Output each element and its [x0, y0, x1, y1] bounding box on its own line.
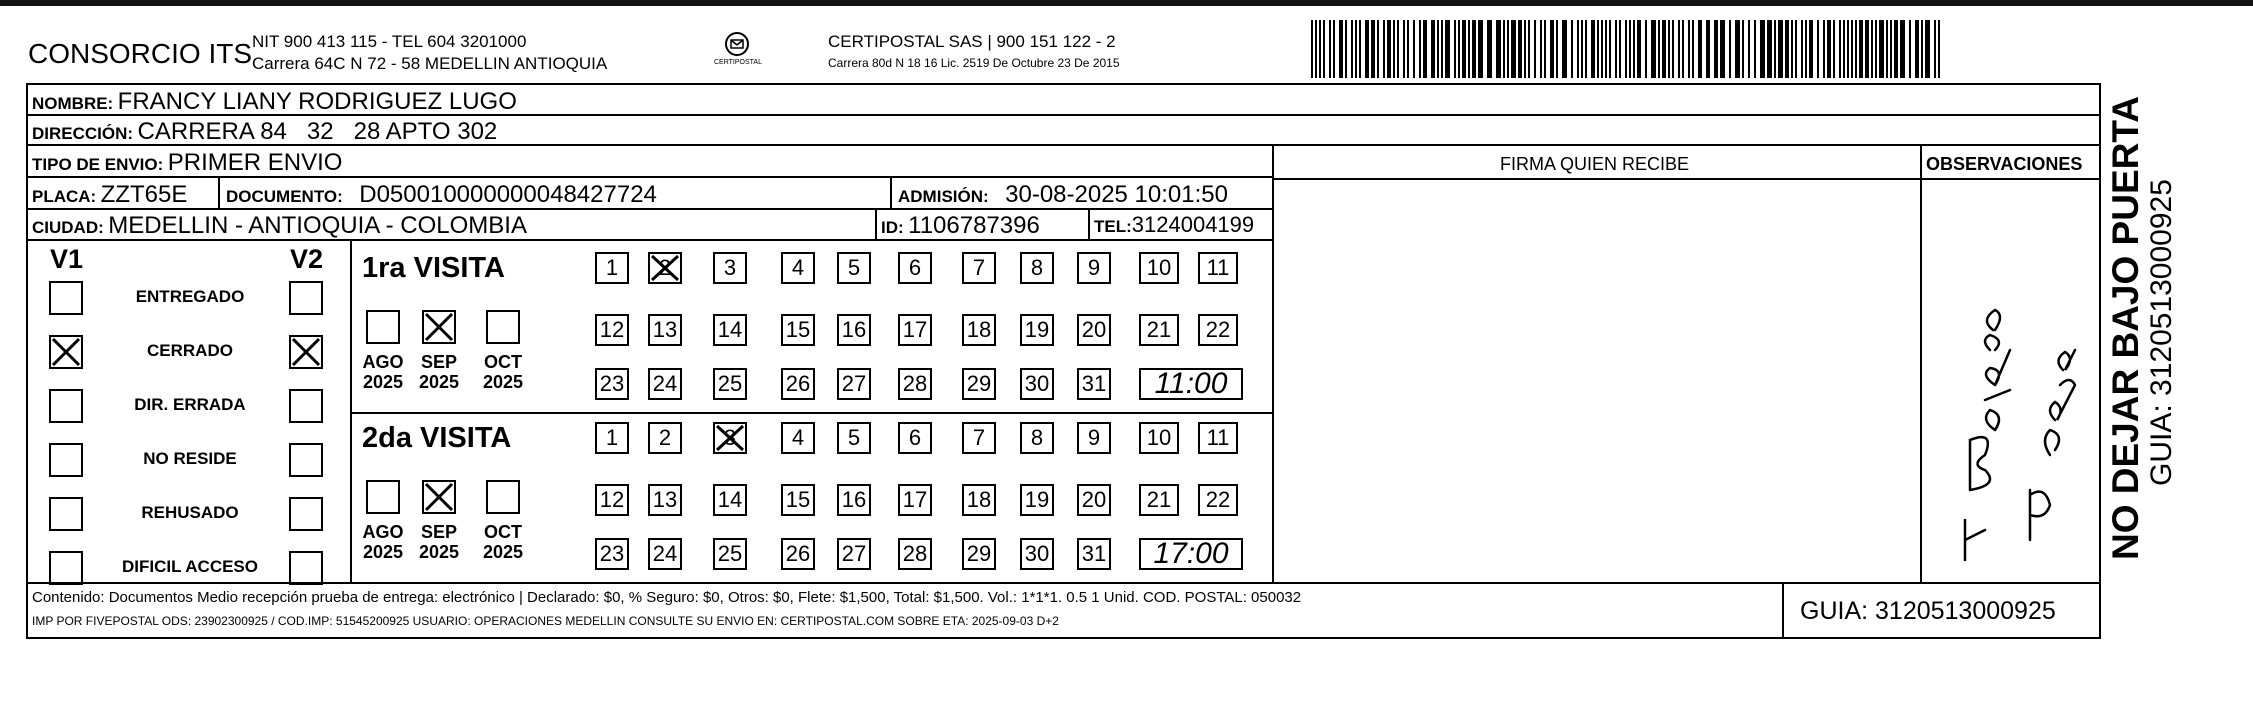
day-box[interactable]: 12 — [595, 314, 629, 346]
day-box[interactable]: 23 — [595, 368, 629, 400]
v1-checkbox[interactable] — [49, 281, 83, 315]
day-box[interactable]: 29 — [962, 538, 996, 570]
barcode-bar — [1441, 20, 1443, 78]
barcode-bar — [1801, 20, 1803, 78]
barcode-bar — [1890, 20, 1892, 78]
barcode-bar — [1625, 20, 1627, 78]
month-label — [480, 352, 526, 392]
month-label — [480, 522, 526, 562]
barcode-bar — [1682, 20, 1684, 78]
barcode-bar — [1377, 20, 1379, 78]
barcode-bar — [1706, 20, 1710, 78]
day-box[interactable]: 25 — [713, 368, 747, 400]
logo-text: CERTIPOSTAL — [714, 59, 762, 66]
v2-checkbox[interactable] — [289, 443, 323, 477]
month-year: 2025 — [482, 372, 524, 392]
day-box[interactable]: 28 — [898, 538, 932, 570]
barcode-bar — [1875, 20, 1877, 78]
barcode-bar — [1658, 20, 1660, 78]
barcode-bar — [1909, 20, 1911, 78]
barcode-bar — [1528, 20, 1530, 78]
company-name: CONSORCIO ITS — [28, 38, 253, 69]
v1-checkbox[interactable] — [49, 551, 83, 585]
barcode-bar — [1597, 20, 1599, 78]
day-box[interactable]: 2 — [648, 252, 682, 284]
barcode-bar — [1778, 20, 1783, 78]
month-label — [360, 352, 406, 392]
barcode-bar — [1767, 20, 1772, 78]
barcode-bar — [1534, 20, 1536, 78]
barcode-bar — [1833, 20, 1835, 78]
carrier-address: Carrera 80d N 18 16 Lic. 2519 De Octubre 23 De 2015 — [828, 56, 1120, 70]
day-box[interactable]: 4 — [781, 252, 815, 284]
placa-cell — [32, 181, 187, 209]
barcode-bar — [1823, 20, 1825, 78]
barcode-bar — [1323, 20, 1325, 78]
barcode-bar — [1615, 20, 1617, 78]
month-year: 2025 — [482, 542, 524, 562]
barcode-bar — [1351, 20, 1353, 78]
barcode-bar — [1662, 20, 1666, 78]
barcode-bar — [1462, 20, 1466, 78]
v2-checkbox[interactable] — [289, 497, 323, 531]
barcode-bar — [1645, 20, 1647, 78]
status-label: DIFICIL ACCESO — [121, 557, 258, 576]
barcode-bar — [1859, 20, 1863, 78]
barcode-bar — [1601, 20, 1603, 78]
day-box[interactable]: 20 — [1077, 314, 1111, 346]
status-label: NO RESIDE — [143, 449, 237, 468]
barcode-bar — [1698, 20, 1702, 78]
day-box[interactable]: 13 — [648, 314, 682, 346]
barcode-bar — [1487, 20, 1492, 78]
day-box[interactable]: 11 — [1198, 252, 1238, 284]
barcode-bar — [1894, 20, 1898, 78]
month-name: AGO — [362, 522, 404, 542]
month-name: OCT — [484, 352, 522, 372]
barcode-bar — [1871, 20, 1873, 78]
barcode-bar — [1720, 20, 1725, 78]
v1-header: V1 — [50, 244, 84, 274]
barcode-bar — [1925, 20, 1930, 78]
v1-checkbox[interactable] — [49, 443, 83, 477]
barcode-bar — [1668, 20, 1670, 78]
ciudad-label: CIUDAD: — [32, 218, 104, 237]
barcode-bar — [1445, 20, 1450, 78]
barcode-bar — [1817, 20, 1819, 78]
v2-checkbox[interactable] — [289, 281, 323, 315]
barcode-bar — [1407, 20, 1409, 78]
status-label: CERRADO — [147, 341, 233, 360]
day-box[interactable]: 27 — [837, 368, 871, 400]
company-address: Carrera 64C N 72 - 58 MEDELLIN ANTIOQUIA — [252, 54, 608, 73]
x-mark-icon — [714, 423, 746, 453]
barcode-bar — [1678, 20, 1680, 78]
barcode-bar — [1496, 20, 1501, 78]
barcode-bar — [1562, 20, 1567, 78]
v2-checkbox[interactable] — [289, 551, 323, 585]
status-label: ENTREGADO — [135, 287, 245, 306]
barcode-bar — [1550, 20, 1554, 78]
barcode-bar — [1688, 20, 1690, 78]
month-name: AGO — [362, 352, 404, 372]
day-box[interactable]: 30 — [1020, 538, 1054, 570]
nombre-value: FRANCY LIANY RODRIGUEZ LUGO — [117, 88, 517, 115]
day-box[interactable]: 31 — [1077, 368, 1111, 400]
barcode-bar — [1468, 20, 1470, 78]
day-box[interactable]: 7 — [962, 422, 996, 454]
visit1-title: 1ra VISITA — [362, 252, 505, 284]
x-mark-icon — [423, 311, 455, 343]
barcode-bar — [1605, 20, 1607, 78]
month-label — [416, 522, 462, 562]
barcode-bar — [1809, 20, 1813, 78]
observaciones-label: OBSERVACIONES — [1926, 154, 2083, 174]
day-box[interactable]: 25 — [713, 538, 747, 570]
placa-value: ZZT65E — [100, 181, 188, 208]
month-year: 2025 — [418, 542, 460, 562]
day-box[interactable]: 31 — [1077, 538, 1111, 570]
barcode-bar — [1795, 20, 1797, 78]
id-value: 1106787396 — [908, 212, 1040, 239]
barcode-bar — [1511, 20, 1516, 78]
barcode — [1311, 20, 1945, 78]
barcode-bar — [1329, 20, 1331, 78]
footer-meta: IMP POR FIVEPOSTAL ODS: 23902300925 / COD.IMP: 51545200925 USUARIO: OPERACIONES MEDELLIN CONSULTE SU ENVIO EN: CERTIPOSTAL.COM SOBRE ETA: 2025-09-03 D+2 — [32, 614, 1059, 628]
direccion-row — [32, 118, 497, 146]
day-box[interactable]: 20 — [1077, 484, 1111, 516]
tel-label: TEL: — [1094, 217, 1132, 236]
tel-cell — [1094, 212, 1254, 238]
day-box[interactable]: 21 — [1139, 484, 1179, 516]
admision-value: 30-08-2025 10:01:50 — [1005, 181, 1228, 208]
tipo-row — [32, 149, 342, 177]
day-box[interactable]: 26 — [781, 368, 815, 400]
day-box[interactable]: 24 — [648, 538, 682, 570]
status-label: DIR. ERRADA — [134, 395, 246, 414]
x-mark-icon — [423, 481, 455, 513]
barcode-bar — [1651, 20, 1656, 78]
barcode-bar — [1805, 20, 1807, 78]
day-box[interactable]: 7 — [962, 252, 996, 284]
barcode-bar — [1403, 20, 1405, 78]
barcode-bar — [1387, 20, 1391, 78]
day-box[interactable]: 30 — [1020, 368, 1054, 400]
day-box[interactable]: 23 — [595, 538, 629, 570]
day-box[interactable]: 11 — [1198, 422, 1238, 454]
day-box[interactable]: 19 — [1020, 484, 1054, 516]
barcode-bar — [1692, 20, 1694, 78]
day-box[interactable]: 18 — [962, 314, 996, 346]
visit-time[interactable]: 11:00 — [1139, 368, 1243, 400]
day-box[interactable]: 16 — [837, 314, 871, 346]
direccion-label: DIRECCIÓN: — [32, 124, 134, 143]
day-box[interactable]: 18 — [962, 484, 996, 516]
month-checkbox[interactable] — [486, 480, 520, 514]
barcode-bar — [1729, 20, 1731, 78]
barcode-bar — [1915, 20, 1919, 78]
barcode-bar — [1423, 20, 1427, 78]
day-box[interactable]: 22 — [1198, 484, 1238, 516]
barcode-bar — [1518, 20, 1522, 78]
day-box[interactable]: 8 — [1020, 252, 1054, 284]
day-box[interactable]: 8 — [1020, 422, 1054, 454]
company-nit: NIT 900 413 115 - TEL 604 3201000 — [252, 32, 527, 51]
barcode-bar — [1629, 20, 1631, 78]
barcode-bar — [1938, 20, 1940, 78]
month-checkbox[interactable] — [366, 310, 400, 344]
barcode-bar — [1742, 20, 1744, 78]
day-box[interactable]: 5 — [837, 252, 871, 284]
barcode-bar — [1879, 20, 1884, 78]
barcode-bar — [1609, 20, 1611, 78]
barcode-bar — [1839, 20, 1841, 78]
x-mark-icon — [290, 336, 322, 368]
barcode-bar — [1754, 20, 1756, 78]
month-name: SEP — [420, 352, 458, 372]
barcode-bar — [1544, 20, 1546, 78]
month-year: 2025 — [362, 542, 404, 562]
ciudad-value: MEDELLIN - ANTIOQUIA - COLOMBIA — [108, 212, 527, 239]
x-mark-icon — [649, 253, 681, 283]
barcode-bar — [1748, 20, 1750, 78]
barcode-bar — [1921, 20, 1923, 78]
admision-cell — [898, 181, 1228, 209]
v1-checkbox[interactable] — [49, 497, 83, 531]
month-checkbox[interactable] — [366, 480, 400, 514]
day-box[interactable]: 17 — [898, 484, 932, 516]
day-box[interactable]: 19 — [1020, 314, 1054, 346]
barcode-bar — [1458, 20, 1460, 78]
barcode-bar — [1785, 20, 1789, 78]
day-box[interactable]: 22 — [1198, 314, 1238, 346]
day-box[interactable]: 15 — [781, 484, 815, 516]
nombre-label: NOMBRE: — [32, 94, 114, 113]
day-box[interactable]: 2 — [648, 422, 682, 454]
barcode-bar — [1371, 20, 1375, 78]
day-box[interactable]: 9 — [1077, 422, 1111, 454]
barcode-bar — [1581, 20, 1583, 78]
documento-value: D050010000000048427724 — [359, 181, 657, 208]
barcode-bar — [1886, 20, 1888, 78]
day-box[interactable]: 4 — [781, 422, 815, 454]
v2-header: V2 — [290, 244, 324, 274]
status-label: REHUSADO — [141, 503, 239, 522]
barcode-bar — [1934, 20, 1936, 78]
barcode-bar — [1319, 20, 1321, 78]
month-checkbox[interactable] — [486, 310, 520, 344]
v2-checkbox[interactable] — [289, 389, 323, 423]
day-box[interactable]: 1 — [595, 252, 629, 284]
side-notice: NO DEJAR BAJO PUERTA — [2105, 96, 2146, 560]
barcode-bar — [1619, 20, 1621, 78]
barcode-bar — [1577, 20, 1579, 78]
barcode-bar — [1556, 20, 1558, 78]
day-box[interactable]: 3 — [713, 422, 747, 454]
barcode-bar — [1507, 20, 1509, 78]
barcode-bar — [1413, 20, 1415, 78]
barcode-bar — [1311, 20, 1313, 78]
day-box[interactable]: 1 — [595, 422, 629, 454]
barcode-bar — [1855, 20, 1857, 78]
barcode-bar — [1431, 20, 1435, 78]
barcode-bar — [1359, 20, 1361, 78]
month-name: SEP — [420, 522, 458, 542]
placa-label: PLACA: — [32, 187, 97, 206]
day-box[interactable]: 17 — [898, 314, 932, 346]
day-box[interactable]: 24 — [648, 368, 682, 400]
day-box[interactable]: 21 — [1139, 314, 1179, 346]
barcode-bar — [1339, 20, 1343, 78]
barcode-bar — [1397, 20, 1399, 78]
visit-time[interactable]: 17:00 — [1139, 538, 1243, 570]
tipo-value: PRIMER ENVIO — [167, 149, 343, 176]
barcode-bar — [1393, 20, 1395, 78]
day-box[interactable]: 14 — [713, 314, 747, 346]
barcode-bar — [1843, 20, 1845, 78]
footer-content: Contenido: Documentos Medio recepción prueba de entrega: electrónico | Declarado: $0, % Seguro: $0, Otros: $0, Flete: $1,500, Total: $1,500. Vol.: 1*1*1. 0.5 1 Unid. COD. POSTAL: 050032 — [32, 589, 1302, 606]
side-guia: GUIA: 3120513000925 — [2145, 179, 2178, 486]
day-box[interactable]: 6 — [898, 252, 932, 284]
firma-label: FIRMA QUIEN RECIBE — [1500, 154, 1690, 174]
barcode-bar — [1774, 20, 1776, 78]
day-box[interactable]: 29 — [962, 368, 996, 400]
day-box[interactable]: 14 — [713, 484, 747, 516]
day-box[interactable]: 3 — [713, 252, 747, 284]
admision-label: ADMISIÓN: — [898, 187, 989, 206]
documento-cell — [226, 181, 657, 209]
day-box[interactable]: 27 — [837, 538, 871, 570]
barcode-bar — [1478, 20, 1483, 78]
v1-checkbox[interactable] — [49, 389, 83, 423]
visit2-title: 2da VISITA — [362, 422, 512, 454]
day-box[interactable]: 28 — [898, 368, 932, 400]
barcode-bar — [1633, 20, 1635, 78]
barcode-bar — [1585, 20, 1587, 78]
barcode-bar — [1851, 20, 1853, 78]
month-label — [360, 522, 406, 562]
month-name: OCT — [484, 522, 522, 542]
day-box[interactable]: 10 — [1139, 252, 1179, 284]
barcode-bar — [1591, 20, 1595, 78]
x-mark-icon — [50, 336, 82, 368]
tipo-label: TIPO DE ENVIO: — [32, 155, 164, 174]
day-box[interactable]: 26 — [781, 538, 815, 570]
id-cell — [881, 212, 1040, 240]
month-year: 2025 — [418, 372, 460, 392]
day-box[interactable]: 10 — [1139, 422, 1179, 454]
barcode-bar — [1637, 20, 1641, 78]
carrier-line: CERTIPOSTAL SAS | 900 151 122 - 2 — [828, 32, 1116, 51]
barcode-bar — [1315, 20, 1317, 78]
barcode-bar — [1333, 20, 1335, 78]
month-year: 2025 — [362, 372, 404, 392]
barcode-bar — [1365, 20, 1369, 78]
barcode-bar — [1827, 20, 1831, 78]
barcode-bar — [1900, 20, 1905, 78]
barcode-bar — [1355, 20, 1357, 78]
barcode-bar — [1847, 20, 1849, 78]
barcode-bar — [1571, 20, 1573, 78]
documento-label: DOCUMENTO: — [226, 187, 343, 206]
day-box[interactable]: 16 — [837, 484, 871, 516]
footer-guia: GUIA: 3120513000925 — [1800, 597, 2056, 625]
barcode-bar — [1454, 20, 1456, 78]
day-box[interactable]: 13 — [648, 484, 682, 516]
day-box[interactable]: 15 — [781, 314, 815, 346]
barcode-bar — [1865, 20, 1869, 78]
month-label — [416, 352, 462, 392]
barcode-bar — [1472, 20, 1476, 78]
direccion-value: CARRERA 84 32 28 APTO 302 — [137, 118, 498, 145]
day-box[interactable]: 12 — [595, 484, 629, 516]
day-box[interactable]: 9 — [1077, 252, 1111, 284]
tel-value: 3124004199 — [1131, 212, 1255, 237]
ciudad-cell — [32, 212, 527, 240]
observaciones-handwriting — [1925, 290, 2115, 580]
barcode-bar — [1345, 20, 1347, 78]
day-box[interactable]: 6 — [898, 422, 932, 454]
top-edge-bar — [0, 0, 2253, 6]
barcode-bar — [1735, 20, 1740, 78]
barcode-bar — [1760, 20, 1765, 78]
barcode-bar — [1714, 20, 1718, 78]
certipostal-logo-icon — [712, 30, 762, 70]
barcode-bar — [1503, 20, 1505, 78]
barcode-bar — [1672, 20, 1674, 78]
barcode-bar — [1437, 20, 1439, 78]
nombre-row — [32, 88, 517, 116]
barcode-bar — [1419, 20, 1421, 78]
barcode-bar — [1791, 20, 1793, 78]
id-label: ID: — [881, 218, 904, 237]
day-box[interactable]: 5 — [837, 422, 871, 454]
barcode-bar — [1524, 20, 1526, 78]
barcode-bar — [1540, 20, 1542, 78]
barcode-bar — [1383, 20, 1385, 78]
